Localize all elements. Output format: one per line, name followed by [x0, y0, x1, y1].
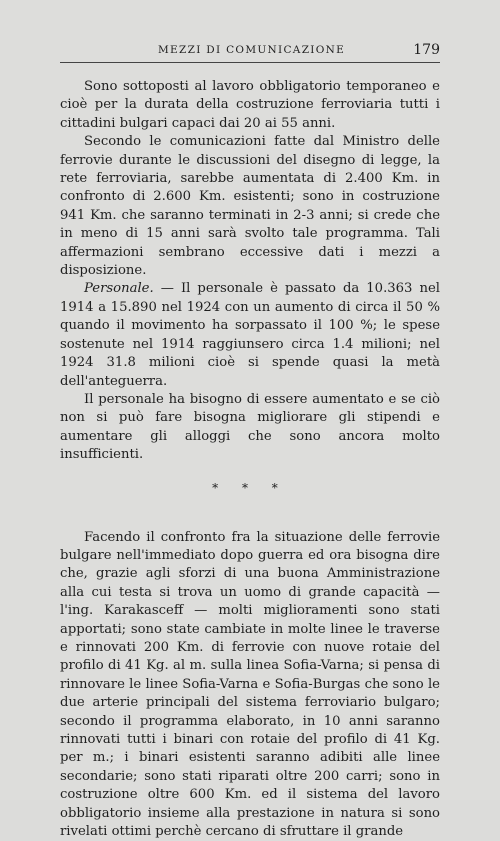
- paragraph-rete-ferroviaria: Secondo le comunicazioni fatte dal Ministro delle ferrovie durante le discussioni del disegno di legge, la rete ferroviaria, sarebbe aumentata di 2.400 Km. in confronto di 2.600 Km. esistenti; sono in costruzione 941 Km. che saranno terminati in 2-3 anni; si crede che in meno di 15 anni sarà svolto tale programma. Tali affermazioni sembrano eccessive dati i mezzi a disposizione.: [60, 134, 440, 279]
- paragraph-confronto: Facendo il confronto fra la situazione delle ferrovie bulgare nell'immediato dopo guerra ed ora bisogna dire che, grazie agli sforzi di una buona Amministrazione alla cui testa si trova un uomo di grande capacità — l'ing. Karakasceff — molti miglioramenti sono stati apportati; sono state cambiate in molte linee le traverse e rinnovati 200 Km. di ferrovie con nuove rotaie del profilo di 41 Kg. al m. sulla linea Sofia-Varna; si pensa di rinnovare le linee Sofia-Varna e Sofia-Burgas che sono le due arterie principali del sistema ferroviario bulgaro; secondo il programma elaborato, in 10 anni saranno rinnovati tutti i binari con rotaie del profilo di 41 Kg. per m.; i binari esistenti saranno adibiti alle linee secondarie; sono stati riparati oltre 200 carri; sono in costruzione oltre 600 Km. ed il sistema del lavoro obbligatorio insieme alla prestazione in natura si sono rivelati ottimi perchè cercano di sfruttare il grande: [60, 529, 440, 840]
- running-head: [60, 44, 440, 64]
- paragraph-alloggi: Il personale ha bisogno di essere aumentato e se ciò non si può fare bisogna migliorare gli stipendi e aumentare gli alloggi che sono ancora molto insufficienti.: [60, 391, 440, 463]
- body-text: [60, 78, 440, 841]
- running-title: MEZZI DI COMUNICAZIONE: [158, 44, 346, 56]
- header-rule: [60, 62, 440, 63]
- section-separator: * * *: [212, 480, 288, 495]
- personale-text: — Il personale è passato da 10.363 nel 1914 a 15.890 nel 1924 con un aumento di circa il 50 % quando il movimento ha sorpassato il 100 %; le spese sostenute nel 1914 raggiunsero circa 1.4 milioni; nel 1924 31.8 milioni cioè si spende quasi la metà dell'anteguerra.: [60, 281, 440, 389]
- paragraph-lavoro-obbligatorio: Sono sottoposti al lavoro obbligatorio temporaneo e cioè per la durata della costruzione ferroviaria tutti i cittadini bulgari capaci dai 20 ai 55 anni.: [60, 79, 440, 131]
- page-number: 179: [413, 42, 440, 58]
- personale-lead: Personale.: [84, 281, 154, 297]
- paragraph-personale: [60, 280, 440, 390]
